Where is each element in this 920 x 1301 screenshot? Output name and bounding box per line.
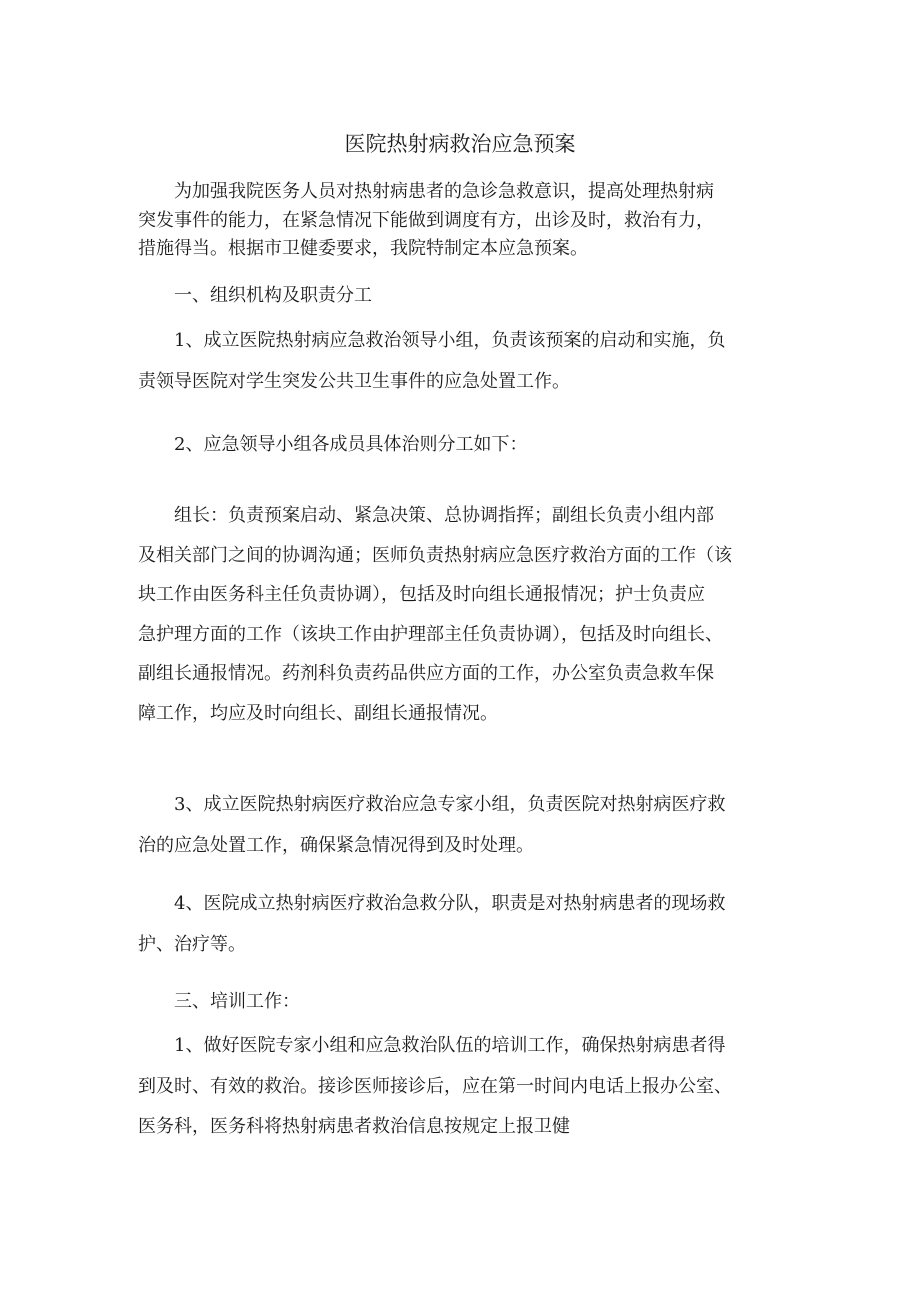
paragraph-line: 4、医院成立热射病医疗救治急救分队，职责是对热射病患者的现场救: [138, 893, 726, 914]
paragraph-line: 到及时、有效的救治。接诊医师接诊后，应在第一时间内电话上报办公室、: [138, 1075, 732, 1097]
paragraph-line: 为加强我院医务人员对热射病患者的急诊急救意识，提高处理热射病: [138, 181, 714, 202]
paragraph-line: 块工作由医务科主任负责协调），包括及时向组长通报情况；护士负责应: [138, 584, 705, 605]
intro-paragraph: [138, 178, 798, 264]
heading-line: 一、组织机构及职责分工: [138, 285, 372, 306]
paragraph-item-4: [138, 884, 798, 965]
paragraph-training-1: [138, 1026, 798, 1148]
paragraph-item-1: [138, 321, 798, 402]
paragraph-line: 障工作，均应及时向组长、副组长通报情况。: [138, 702, 498, 724]
paragraph-line: 治的应急处置工作，确保紧急情况得到及时处理。: [138, 834, 534, 856]
paragraph-line: 副组长通报情况。药剂科负责药品供应方面的工作，办公室负责急救车保: [138, 663, 714, 684]
paragraph-line: 1、做好医院专家小组和应急救治队伍的培训工作，确保热射病患者得: [138, 1035, 726, 1056]
paragraph-line: 责领导医院对学生突发公共卫生事件的应急处置工作。: [138, 370, 570, 392]
paragraph-line: 3、成立医院热射病医疗救治应急专家小组，负责医院对热射病医疗救: [138, 794, 726, 815]
paragraph-duties: [138, 496, 798, 733]
paragraph-line: 1、成立医院热射病应急救治领导小组，负责该预案的启动和实施，负: [138, 330, 726, 351]
section-heading-training: [138, 982, 798, 1022]
paragraph-line: 医务科，医务科将热射病患者救治信息按规定上报卫健: [138, 1116, 570, 1137]
paragraph-line: 组长：负责预案启动、紧急决策、总协调指挥；副组长负责小组内部: [138, 505, 714, 526]
paragraph-line: 护、治疗等。: [138, 933, 246, 955]
paragraph-item-3: [138, 785, 798, 866]
heading-line: 三、培训工作：: [138, 991, 300, 1012]
paragraph-line: 急护理方面的工作（该块工作由护理部主任负责协调），包括及时向组长、: [138, 623, 723, 645]
paragraph-item-2: [138, 425, 798, 466]
section-heading-organization: [138, 276, 798, 316]
paragraph-line: 及相关部门之间的协调沟通；医师负责热射病应急医疗救治方面的工作（该: [138, 544, 732, 566]
paragraph-line: 措施得当。根据市卫健委要求，我院特制定本应急预案。: [138, 238, 588, 259]
paragraph-line: 突发事件的能力，在紧急情况下能做到调度有方，出诊及时，救治有力，: [138, 209, 714, 231]
paragraph-line: 2、应急领导小组各成员具体治则分工如下：: [138, 434, 528, 455]
document-title: 医院热射病救治应急预案: [344, 132, 576, 156]
